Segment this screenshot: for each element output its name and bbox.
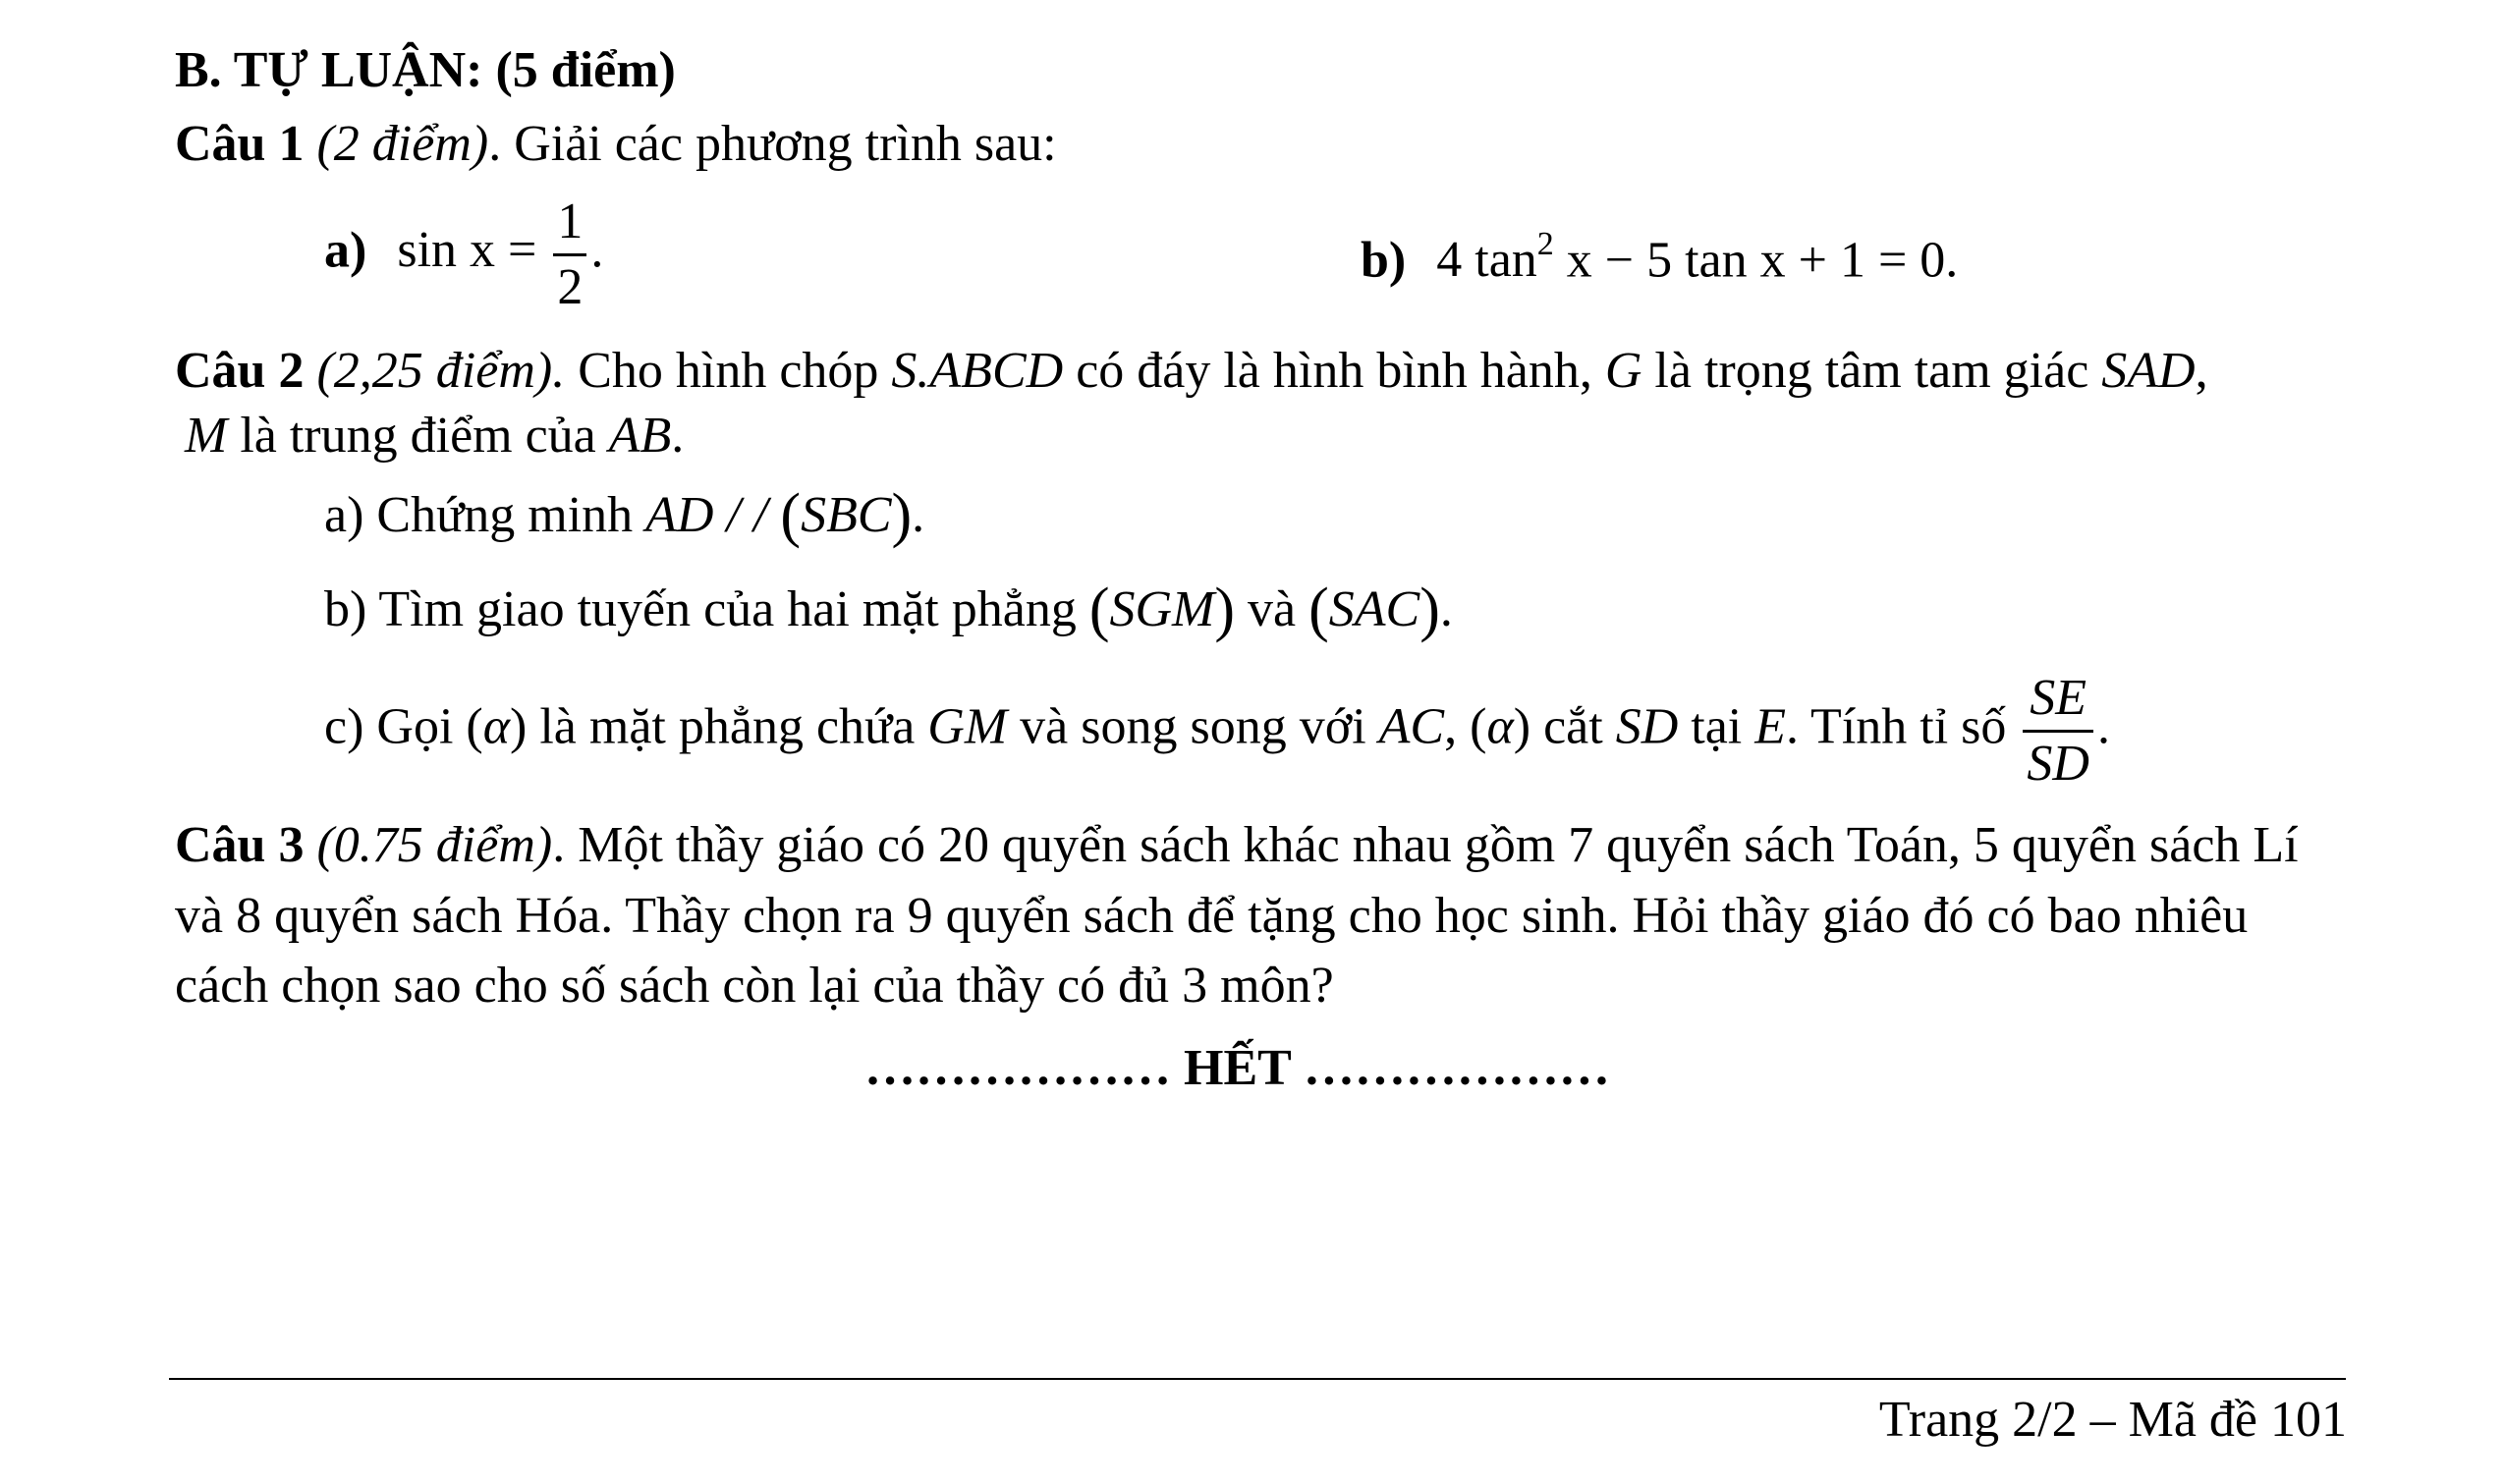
- paren-close: ): [1214, 577, 1236, 643]
- question-3-line2: [175, 888, 2249, 944]
- math-ab: AB: [608, 408, 672, 464]
- question-2-text: .: [671, 408, 685, 464]
- question-2b-text: b) Tìm giao tuyến của hai mặt phẳng: [324, 581, 1089, 637]
- math-sbc: SBC: [801, 487, 892, 543]
- question-2c-text: và song song với: [1007, 698, 1379, 755]
- question-3-line1: [175, 817, 2299, 873]
- end-marker: [864, 1040, 1610, 1096]
- question-2-text: ,: [2195, 343, 2208, 399]
- math-sgm: SGM: [1109, 581, 1215, 637]
- question-1b-end: .: [1945, 232, 1959, 289]
- question-2-text: là trọng tâm tam giác: [1642, 343, 2102, 399]
- question-2-points: (2,25 điểm).: [316, 343, 566, 399]
- math-sabcd: S.ABCD: [891, 343, 1064, 399]
- paren-close: ): [510, 698, 528, 755]
- math-alpha: α: [482, 698, 511, 755]
- paren-close: ): [1513, 698, 1531, 755]
- math-gm: GM: [927, 698, 1008, 755]
- math-m: M: [185, 408, 228, 464]
- question-1-prompt: . Giải các phương trình sau:: [488, 116, 1057, 172]
- question-1a: [324, 193, 604, 315]
- question-2c-text: . Tính tỉ số: [1786, 698, 2020, 755]
- question-3-text: và 8 quyển sách Hóa. Thầy chọn ra 9 quyển sách để tặng cho học sinh. Hỏi thầy giáo đó có bao nhiêu: [175, 888, 2249, 944]
- paren-open: (: [1088, 577, 1110, 643]
- math-ac: AC: [1378, 698, 1445, 755]
- math-sd: SD: [1615, 698, 1679, 755]
- footer-text: Trang 2/2 – Mã đề 101: [1878, 1392, 2347, 1448]
- paren-open: (: [466, 698, 483, 755]
- question-1b-label: b): [1361, 232, 1407, 289]
- question-1b: [1361, 226, 1959, 289]
- question-1-heading: [175, 116, 1057, 172]
- question-2a: [324, 482, 925, 549]
- question-1b-exponent: 2: [1536, 226, 1554, 262]
- question-1a-label: a): [324, 222, 367, 279]
- question-3-text: . Một thầy giáo có 20 quyển sách khác nhau gồm 7 quyển sách Toán, 5 quyển sách Lí: [552, 817, 2299, 873]
- fraction-numerator: SE: [2023, 673, 2093, 733]
- question-3-points: (0.75 điểm): [316, 817, 553, 873]
- question-2-label: Câu 2: [175, 343, 305, 399]
- question-2-text: Cho hình chóp: [565, 343, 892, 399]
- fraction-denominator: SD: [2027, 736, 2089, 792]
- question-3-label: Câu 3: [175, 817, 305, 873]
- question-2-line2: [185, 408, 685, 464]
- question-2b-and: và: [1235, 581, 1309, 637]
- footer: [1878, 1392, 2347, 1448]
- question-3-text: cách chọn sao cho số sách còn lại của thầy có đủ 3 môn?: [175, 958, 1334, 1014]
- question-2a-text: a) Chứng minh: [324, 487, 646, 543]
- math-e: E: [1754, 698, 1786, 755]
- math-parallel: / /: [713, 487, 781, 543]
- paren-open: (: [1308, 577, 1329, 643]
- question-2c-text: là mặt phẳng chứa: [527, 698, 928, 755]
- footer-divider: [169, 1378, 2346, 1380]
- math-sac: SAC: [1328, 581, 1420, 637]
- math-sad: SAD: [2101, 343, 2196, 399]
- math-g: G: [1604, 343, 1642, 399]
- question-1a-fraction: [553, 193, 586, 315]
- fraction-denominator: 2: [557, 259, 584, 315]
- question-2c: [324, 670, 2110, 792]
- section-title: [175, 42, 676, 98]
- end-marker-text: ……………… HẾT ………………: [864, 1040, 1610, 1096]
- paren-open: (: [1470, 698, 1487, 755]
- question-2c-text: ,: [1444, 698, 1471, 755]
- question-2a-end: .: [912, 487, 925, 543]
- question-2c-fraction: [2023, 670, 2093, 792]
- question-1-label: Câu 1: [175, 116, 305, 172]
- paren-close: ): [1419, 577, 1440, 643]
- paren-close: ): [891, 482, 913, 549]
- question-2-line1: [175, 343, 2208, 399]
- question-1a-end: .: [590, 222, 604, 279]
- math-alpha: α: [1486, 698, 1514, 755]
- section-title-text: B. TỰ LUẬN: (5 điểm): [175, 42, 676, 98]
- paren-open: (: [780, 482, 802, 549]
- question-1b-term2: x − 5 tan x + 1 = 0: [1553, 232, 1946, 289]
- math-ad: AD: [645, 487, 714, 543]
- question-2-text: có đáy là hình bình hành,: [1063, 343, 1605, 399]
- question-1a-lhs: sin x =: [397, 222, 537, 279]
- question-2c-text: cắt: [1530, 698, 1616, 755]
- question-1-points: (2 điểm): [316, 116, 489, 172]
- question-1b-term1: 4 tan: [1436, 232, 1537, 289]
- question-2b: [324, 577, 1453, 643]
- question-2-text: là trung điểm của: [227, 408, 609, 464]
- fraction-numerator: 1: [553, 196, 586, 256]
- question-3-line3: [175, 958, 1334, 1014]
- question-2c-end: .: [2096, 698, 2110, 755]
- question-2b-end: .: [1439, 581, 1453, 637]
- question-2c-text: c) Gọi: [324, 698, 467, 755]
- question-2c-text: tại: [1678, 698, 1755, 755]
